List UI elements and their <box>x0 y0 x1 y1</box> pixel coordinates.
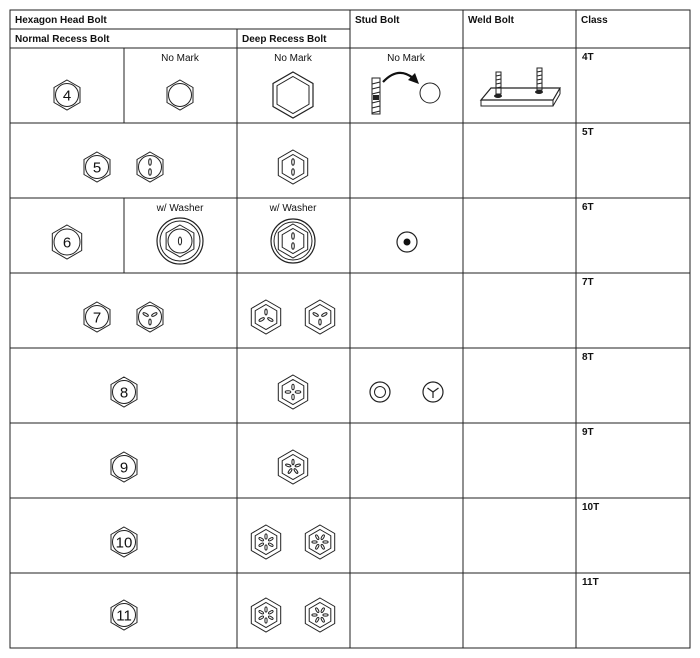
deep-three-line-head-alt-icon <box>305 300 334 334</box>
deep-six-line-head-11-alt-icon <box>305 598 334 632</box>
header-deep-recess-bolt: Deep Recess Bolt <box>242 34 327 45</box>
table-grid <box>10 10 690 648</box>
bolt-head-7-icon <box>84 302 110 332</box>
bolt-head-5-icon <box>84 152 110 182</box>
note-no-mark-normal: No Mark <box>161 53 199 64</box>
class-label-8t: 8T <box>582 352 594 363</box>
class-label-11t: 11T <box>582 577 599 588</box>
plain-hex-head-icon <box>167 80 193 110</box>
three-line-head-icon <box>137 302 163 332</box>
header-normal-recess-bolt: Normal Recess Bolt <box>15 34 110 45</box>
deep-two-line-head-icon <box>278 150 307 184</box>
deep-five-line-head-icon <box>278 450 307 484</box>
head-number-9: 9 <box>119 459 129 477</box>
class-label-9t: 9T <box>582 427 594 438</box>
head-number-10: 10 <box>115 534 133 552</box>
class-label-10t: 10T <box>582 502 600 513</box>
washer-deep-two-line-head-icon <box>271 219 315 263</box>
bolt-head-4-icon <box>54 80 80 110</box>
note-with-washer-normal: w/ Washer <box>156 203 204 214</box>
stud-end-double-ring-icon <box>370 382 390 402</box>
note-no-mark-stud: No Mark <box>387 53 425 64</box>
deep-four-line-head-icon <box>278 375 307 409</box>
bolt-head-11-icon <box>111 600 137 630</box>
class-label-4t: 4T <box>582 52 594 63</box>
deep-six-line-head-alt-icon <box>305 525 334 559</box>
head-number-7: 7 <box>92 309 102 327</box>
stud-end-plain-icon <box>420 83 440 103</box>
bolt-head-8-icon <box>111 377 137 407</box>
two-line-head-icon <box>137 152 163 182</box>
head-number-5: 5 <box>92 159 102 177</box>
bolt-head-9-icon <box>111 452 137 482</box>
head-number-8: 8 <box>119 384 129 402</box>
head-number-4: 4 <box>62 87 72 105</box>
header-class: Class <box>581 15 608 26</box>
header-hexagon-head-bolt: Hexagon Head Bolt <box>15 15 107 26</box>
class-label-6t: 6T <box>582 202 594 213</box>
stud-end-dot-icon <box>397 232 417 252</box>
arrow-icon <box>383 73 419 84</box>
stud-bolt-icon <box>372 78 380 114</box>
washer-one-line-head-icon <box>157 218 203 264</box>
bolt-head-6-icon <box>52 225 81 259</box>
weld-bolt-icon <box>481 68 560 106</box>
note-with-washer-deep: w/ Washer <box>269 203 317 214</box>
header-weld-bolt: Weld Bolt <box>468 15 514 26</box>
head-number-11: 11 <box>116 607 132 625</box>
deep-six-line-head-11-icon <box>251 598 280 632</box>
header-stud-bolt: Stud Bolt <box>355 15 400 26</box>
class-label-7t: 7T <box>582 277 594 288</box>
bolt-head-10-icon <box>111 527 137 557</box>
stud-end-y-mark-icon <box>423 382 443 402</box>
class-label-5t: 5T <box>582 127 594 138</box>
deep-recess-plain-head-icon <box>273 72 313 118</box>
deep-three-line-head-icon <box>251 300 280 334</box>
deep-six-line-head-icon <box>251 525 280 559</box>
note-no-mark-deep: No Mark <box>274 53 312 64</box>
head-number-6: 6 <box>62 234 72 252</box>
